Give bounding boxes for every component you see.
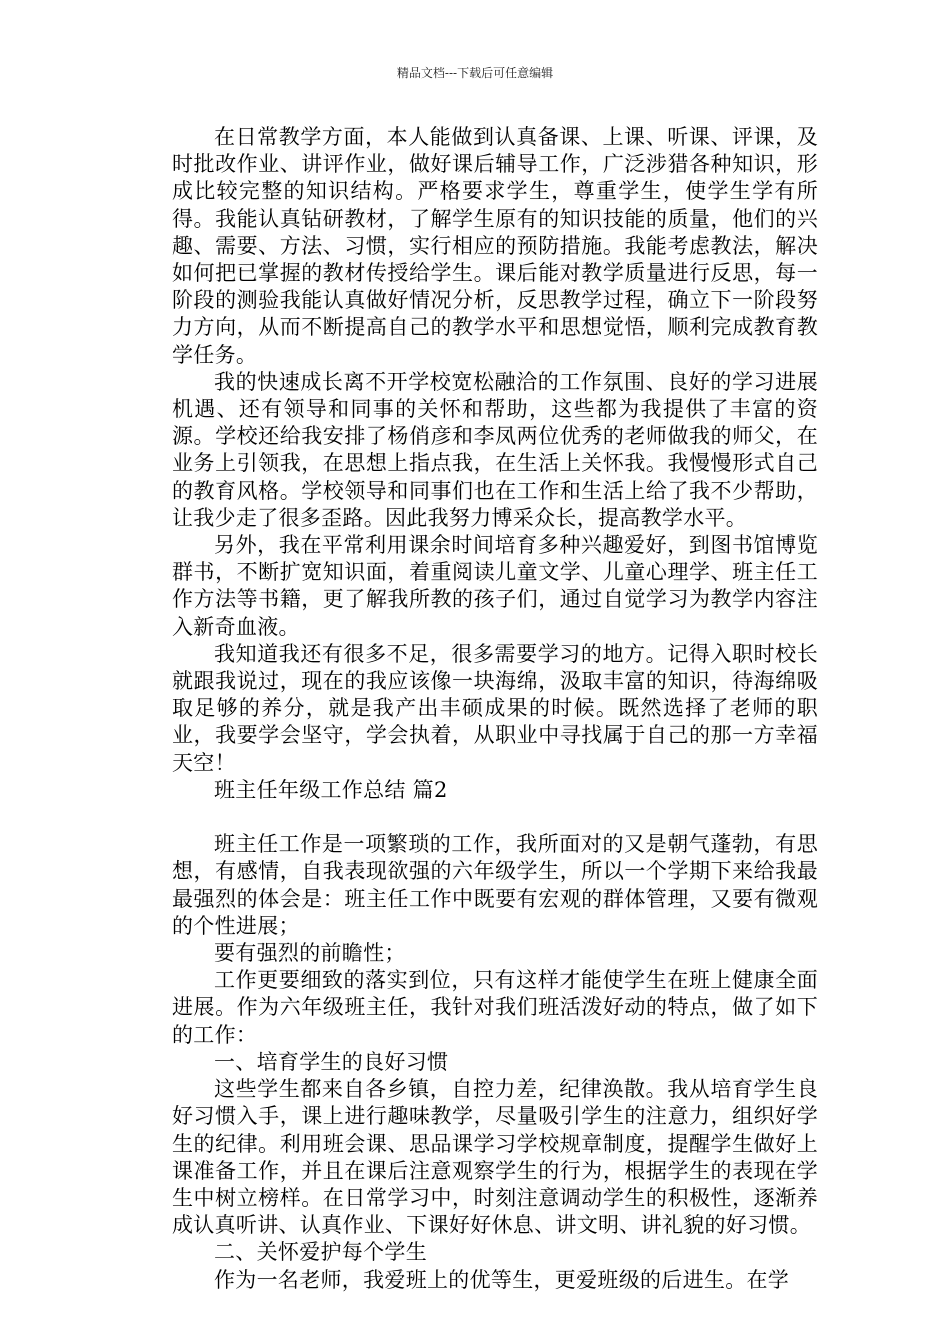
paragraph-intro: 班主任工作是一项繁琐的工作，我所面对的又是朝气蓬勃，有思想，有感情，自我表现欲强的六年级学生，所以一个学期下来给我最最强烈的体会是：班主任工作中既要有宏观的群体管理，又要有微观的个性进展；: [172, 832, 818, 938]
paragraph-detail: 工作更要细致的落实到位，只有这样才能使学生在班上健康全面进展。作为六年级班主任，我针对我们班活泼好动的特点，做了如下的工作：: [172, 968, 818, 1047]
subheading-care: 二、关怀爱护每个学生: [214, 1240, 427, 1265]
paragraph-habits: 这些学生都来自各乡镇，自控力差，纪律涣散。我从培育学生良好习惯入手，课上进行趣味教学，尽量吸引学生的注意力，组织好学生的纪律。利用班会课、思品课学习学校规章制度，提醒学生做好上课准备工作，并且在课后注意观察学生的行为，根据学生的表现在学生中树立榜样。在日常学习中，时刻注意调动学生的积极性，逐渐养成认真听讲、认真作业、下课好好休息、讲文明、讲礼貌的好习惯。: [172, 1077, 818, 1238]
subheading-habits: 一、培育学生的良好习惯: [214, 1049, 449, 1074]
document-body: [172, 124, 818, 1294]
paragraph-care: 作为一名老师，我爱班上的优等生，更爱班级的后进生。在学: [214, 1267, 790, 1292]
page-header: 精品文档---下载后可任意编辑: [396, 66, 554, 80]
paragraph-foresight: 要有强烈的前瞻性；: [214, 941, 406, 966]
paragraph-shortcomings: 我知道我还有很多不足，很多需要学习的地方。记得入职时校长就跟我说过，现在的我应该像一块海绵，汲取丰富的知识，待海绵吸取足够的养分，就是我产出丰硕成果的时候。既然选择了老师的职业，我要学会坚守，学会执着，从职业中寻找属于自己的那一方幸福天空！: [172, 641, 818, 775]
paragraph-growth: 我的快速成长离不开学校宽松融洽的工作氛围、良好的学习进展机遇、还有领导和同事的关怀和帮助，这些都为我提供了丰富的资源。学校还给我安排了杨俏彦和李凤两位优秀的老师做我的师父，在业务上引领我，在思想上指点我，在生活上关怀我。我慢慢形式自己的教育风格。学校领导和同事们也在工作和生活上给了我不少帮助，让我少走了很多歪路。因此我努力博采众长，提高教学水平。: [172, 369, 818, 530]
paragraph-teaching: 在日常教学方面，本人能做到认真备课、上课、听课、评课，及时批改作业、讲评作业，做好课后辅导工作，广泛涉猎各种知识，形成比较完整的知识结构。严格要求学生，尊重学生，使学生学有所得。我能认真钻研教材，了解学生原有的知识技能的质量，他们的兴趣、需要、方法、习惯，实行相应的预防措施。我能考虑教法，解决如何把已掌握的教材传授给学生。课后能对教学质量进行反思，每一阶段的测验我能认真做好情况分析，反思教学过程，确立下一阶段努力方向，从而不断提高自己的教学水平和思想觉悟，顺利完成教育教学任务。: [172, 125, 818, 367]
blank-line: [172, 804, 818, 831]
section-title: 班主任年级工作总结 篇2: [214, 777, 448, 802]
paragraph-hobbies: 另外，我在平常利用课余时间培育多种兴趣爱好，到图书馆博览群书，不断扩宽知识面，着重阅读儿童文学、儿童心理学、班主任工作方法等书籍，更了解我所教的孩子们，通过自觉学习为教学内容注入新奇血液。: [172, 533, 818, 639]
